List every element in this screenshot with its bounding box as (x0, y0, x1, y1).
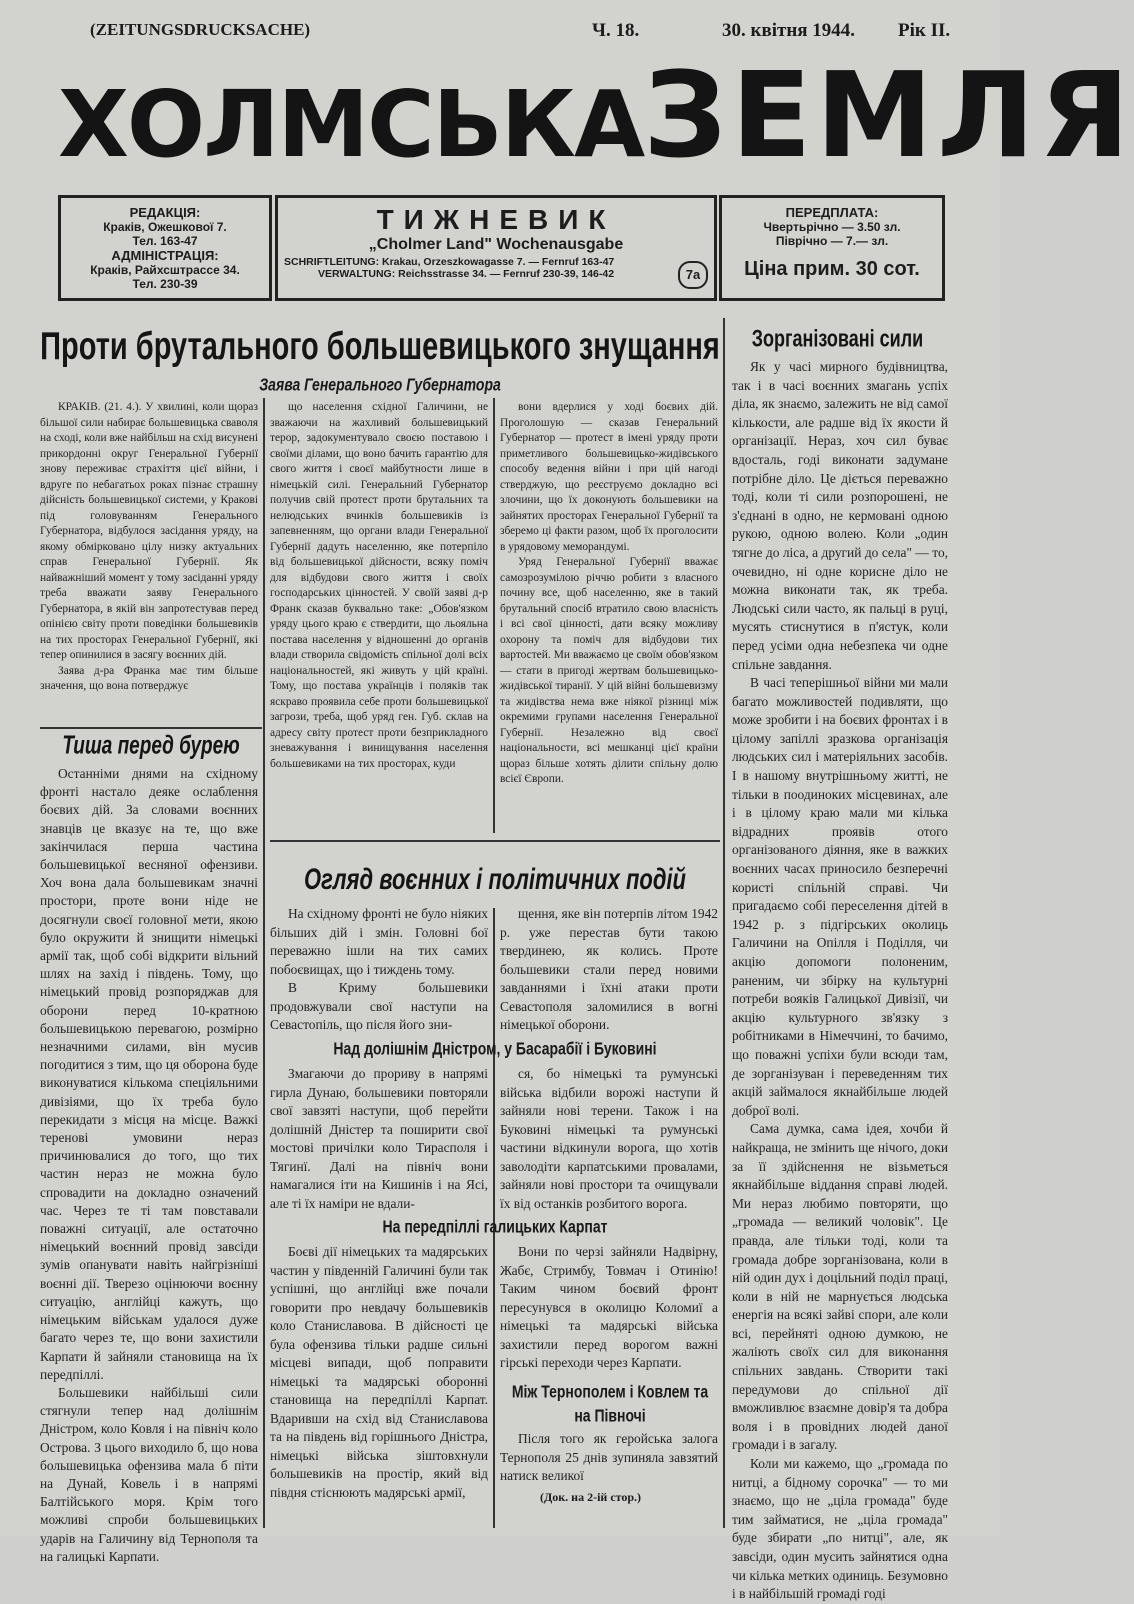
column-rule-left (263, 398, 265, 1528)
review-paragraph: Змагаючи до прориву в напрямі гирла Дунаю, большевики повторяли свої завзяті наступи, щоб перейти долішній Дністер та поширити свої мостові причілки коло Тирасполя і Тягинї. Далі на північ вони намагалися іти на Кишинів і на Ясі, але ті їх наміри не вдали- (270, 1066, 488, 1211)
main-article-column-1 (40, 400, 258, 722)
review-sub2: На передпіллі галицьких Карпат (382, 1216, 608, 1236)
admin-label: АДМІНІСТРАЦІЯ: (111, 248, 219, 263)
right-paragraph: В часі теперішньої війни ми мали багато можливостей подивляти, що може зробити і на боєвих фронтах і в цілому запіллі зразкова організація людських сил і матеріяльних засобів. І в нашому внутрішньому житті, не тільки в поодиноких місцевинах, але і в цілому краю мали ми кілька відрадних проявів отого організованого діяння, яке в важких воєнних часах приносило безперечні користі спільній справі. Чи пригадаємо собі переселення дітей в 1942 р. з підгірських околиць Галичини на Опілля і Поділля, чи акцію допомоги полоненим, раненим, чи збірку на культурні потреби вояків Галицької Дивізії, чи акцію культурного зв'язку з робітниками в Німеччині, то бачимо, що поважні успіхи були всюди там, де зорганізуван і переведенням тих акцій займалося якнайбільше людей доброї волі. (732, 675, 948, 1118)
half-year-price: Піврічно — 7.— зл. (775, 234, 889, 248)
left-paragraph: Останніми днями на східному фронті настало деяке ослаблення боєвих дій. За словами воєнних знавців це вказує на те, що вже закінчилася перша частина большевицької весняної офензиви. Хоч вона дала большевикам значні простори, проте вони ніде не досягнули своєї головної мети, якою було окружити й знищити німецькі армії так, щоб собі відкрити вільний шлях на захід і південь. Тому, що німецький провід розпоряджав для оборони перед 10-кратною большевицькою перевагою, розмірно незначними силами, він мусив погодитися з тим, що ця оборона буде виконуватися кількома спеціяльними дивізіями, що їх треба було перекидати з місця на місце. Важкі теренові умовини нераз причинювалися до того, що тих частин нераз не можна було спровадити на докладно означений час. Через те ті там повставали поважні ситуації, але остаточно німецький воєнний провід завсіди зумів опанувати навіть найгрізніші воєнні дії. Тверезо оцінюючи воєнну ситуацію, англійці кажуть, що німецьким військам удалося дуже багато через те, що вони захистили Карпати й зайняли становища на їх передпіллі. (40, 766, 258, 1382)
review-sub2-right (500, 1243, 718, 1368)
editorial-box (58, 195, 272, 301)
review-top-rule (270, 840, 720, 842)
redakcia-phone: Тел. 163-47 (132, 234, 198, 248)
german-title: „Cholmer Land" Wochenausgabe (368, 236, 624, 253)
review-lead-left (270, 905, 488, 1032)
review-sub1-right (500, 1065, 718, 1213)
main-headline: Проти брутального большевицького знущання (40, 325, 720, 369)
right-article-body (732, 358, 948, 1602)
review-paragraph: ся, бо німецькі та румунські війська відбили ворожі наступи й зайняли нові терени. Також і на Буковині німецькі та румунські частини відкинули ворога, що хотів заволодіти карпатськими провалами, зайняли нові простори та очищували їх від останків розбитого ворога. (500, 1066, 718, 1211)
main-paragraph: вони вдерлися у ході боєвих дій. Проголошую — сказав Генеральний Губернатор — протест в імені уряду проти приметливого большевицько-жидівського способу ведення війни і при цій нагоді стверджую, що реєструємо докладно всі злочини, що їх доконують большевики на зайнятих просторах Генеральної Губернії та зберемо ці факти разом, щоб їх проголосити в урядовому меморандумі. (500, 401, 718, 553)
review-sub1: Над долішнім Дністром, у Басарабії і Буковині (333, 1038, 657, 1058)
redakcia-address: Краків, Ожешкової 7. (103, 220, 227, 234)
review-paragraph: Вони по черзі зайняли Надвірну, Жабє, Стримбу, Товмач і Отинію! Таким чином боєвий фронт пересунувся в околицю Коломиї а німецькі та мадярські війська захистили перед ворогом важні гірські переходи через Карпати. (500, 1244, 718, 1370)
review-sub2-left (270, 1243, 488, 1525)
review-sub3: Між Тернополем і Ковлем та на Півночі (511, 1381, 709, 1425)
review-title: Огляд воєнних і політичних подій (304, 862, 686, 896)
review-sub1-left (270, 1065, 488, 1213)
right-paragraph: Як у часі мирного будівництва, так і в часі воєнних змагань успіх діла, як знаємо, залежить не від самої кількости, але радше від їх якости й організації. Нераз, хоч сил буває вдосталь, годі виконати задумане потрібне діло. Це діється переважно тоді, коли ті сили розпорошені, не з'єднані в одно, не кермовані одною рукою, одною волею. Коли „один тягне до ліса, а другий до села" — то, очевидно, ні одне корисне діло не можна виконати так, як треба. Людські сили часто, як пальці в руці, мусять стиснутися в п'ястук, коли перед усіми одна небезпека чи одне спільне завдання. (732, 359, 948, 672)
review-paragraph: В Криму большевики продовжували свої наступи на Севастопіль, що після його зни- (270, 980, 488, 1032)
main-article-column-3 (500, 400, 718, 830)
subscription-label: ПЕРЕДПЛАТА: (785, 205, 879, 220)
column-rule-center (493, 398, 495, 833)
continued-note: (Док. на 2-ій стор.) (540, 1490, 642, 1504)
copy-price: Ціна прим. 30 сот. (744, 258, 920, 280)
main-article-column-2 (270, 400, 488, 830)
column-rule-right (723, 318, 725, 1528)
postal-stamp: 7a (678, 261, 708, 289)
main-subheadline: Заява Генерального Губернатора (259, 374, 501, 394)
review-paragraph: Після того як геройська залога Тернополя 25 днів зупиняла завзятий натиск великої (500, 1431, 718, 1483)
review-paragraph: щення, яке він потерпів літом 1942 р. уже перестав бути такою твердинею, як колись. Проте большевики стали перед новими завданнями і їхні атаки проти Севастополя заломилися в вогні німецької оборони. (500, 906, 718, 1032)
right-paragraph: Коли ми кажемо, що „громада по нитці, а бідному сорочка" — то ми знаємо, що не „ціла громада" буде тим займатися, не „ціла громада" буде збирати „по нитці", але, як завсіди, один мусить зайнятися одна чи кілька метких одиниць. Безумовно і в найбільшій громаді годі (732, 1456, 948, 1602)
review-paragraph: На східному фронті не було ніяких більших дій і змін. Головні бої переважно ішли на тих самих побоєвищах, що і тиждень тому. (270, 906, 488, 977)
verwaltung-line: VERWALTUNG: Reichsstrasse 34. — Fernruf 230-39, 146-42 (318, 268, 615, 280)
issue-number: Ч. 18. (592, 20, 640, 41)
review-sub3-text (500, 1430, 718, 1486)
masthead-part-2: ЗЕМЛЯ (643, 46, 1134, 184)
left-article-title: Тиша перед бурею (62, 732, 240, 761)
right-paragraph: Сама думка, сама ідея, хочби й найкраща, не змінить ще нічого, доки за її здійснення не візьметься якнайбільше віддання справі людей. Ми нераз любимо повторяти, що „громада — великий чоловік". Це правда, але тільки тоді, коли та громада добре зорганізована, коли в ній один дух і доцільний поділ праці, коли в ній не марнується людська енергія на всякі зайві спори, але коли всі, перейняті одною думкою, не жаліють своїх сил для виконання спільних завдань. Створити такі передумови до спільної дії вможливлює взаємне довір'я та добра воля і в провідних людей даної громади і в загалу. (732, 1121, 948, 1453)
quarterly-price: Чвертьрічно — 3.50 зл. (763, 220, 901, 234)
masthead-part-1: ХОЛМСЬКА (58, 71, 644, 178)
left-article-rule (40, 727, 262, 729)
main-paragraph: Уряд Генеральної Губернії вважає самозрозумілою річчю робити з власного почину все, щоб населенню, яке в такий брутальний спосіб втратило свою власність і всі свої цінності, дати всяку можливу охорону та поміч для відбудови тих вартостей. Ми вважаємо це своїм обов'язком — стати в пригоді жертвам большевицько-жидівської тиранії. У цій війні большевизму та жидівства нема вже ніякої різниці між окремими групами населення Генеральної Губернії. Незалежно від своєї національности, всі мешканці цієї країни щораз більше хотять ділити спільну долю всієї Європи. (500, 556, 718, 785)
main-paragraph: що населення східної Галичини, не зважаючи на жахливий большевицький терор, задокументувало своєю поставою і своїми ділами, що воно бачить гарантію для свого життя і своєї майбутности лише в німецькій силі. Генеральний Губернатор получив свій протест проти брутальних та нелюдських вчинків большевиків із запевненням, що органи влади Генеральної Губернії дадуть населенню, яке потерпіло від большевицької дійсности, всяку поміч для відбудови свого життя і своїх господарських цінностей. У своїй заяві д-р Франк сказав буквально таке: „Обов'язком уряду цього краю є ствердити, що льояльна постава населення у відношенні до органів влади створила свідомість спільної долі всіх національностей, які живуть у цій країні. Тому, що постава українців і поляків так яскраво проявила себе проти большевицької загрози, треба, щоб уряд ген. Губ. склав на адресу світу протест проти безприкладного зневажування і винищування населення большевиками на тих просторах, куди (270, 401, 488, 770)
year-number: Рік II. (898, 20, 951, 41)
masthead-title (58, 46, 1134, 184)
schriftleitung-line: SCHRIFTLEITUNG: Krakau, Orzeszkowagasse 7. — Fernruf 163-47 (284, 256, 615, 268)
main-paragraph: Заява д-ра Франка має тим більше значення, що вона потверджує (40, 664, 258, 692)
main-paragraph: КРАКІВ. (21. 4.). У хвилині, коли щораз більшої сили набирає большевицька сваволя на сході, коли вже найбільш на схід висунені прикордонні округ Генеральної Губернії знову переживає страхіття цієї війни, і вдруге по небагатьох роках пізнає страшну дійсність большевицької системи, у Кракові під головуванням Генерального Губернатора, відбулося засідання уряду, на якому обмірковано цілу низку актуальних справ Генеральної Губернії. Як найважніший момент у тому засіданні уряду треба вважати заяву Генерального Губернатора, в якій він запротестував перед опінією світу проти поведінки большевиків на тих просторах Генеральної Губернії, які тепер опинилися в засягу воєнних дій. (40, 401, 258, 661)
redakcia-label: РЕДАКЦІЯ: (129, 205, 201, 220)
admin-address: Краків, Райхсштрассе 34. (90, 263, 240, 277)
issue-date: 30. квітня 1944. (722, 20, 856, 41)
weekly-box (275, 195, 717, 301)
weekly-label: ТИЖНЕВИК (376, 204, 616, 235)
review-lead-right (500, 905, 718, 1032)
admin-phone: Тел. 230-39 (132, 277, 198, 291)
subscription-box (719, 195, 945, 301)
zeitungsdrucksache-label: (ZEITUNGSDRUCKSACHE) (90, 20, 311, 39)
left-article-body (40, 765, 258, 1564)
right-article-title: Зорганізовані сили (751, 325, 924, 352)
review-paragraph: Боєві дії німецьких та мадярських частин у південній Галичині були так успішні, що англійці вже почали говорити про невдачу большевиків коло Станиславова. В дійсності це була офензива тільки радше сильні місцеві випади, щоб поправити німецькі та мадярські оборонні становища на передпіллі Карпат. Вдаривши на схід від Станиславова та на південь від горішнього Дністра, німецькі війська зіштовхнули большевиків на простір, який від півдня стіснюють мадярські армії, (270, 1244, 488, 1500)
left-paragraph: Большевики найбільші сили стягнули тепер над долішнім Дністром, коло Ковля і на північ коло Острова. З цього виходило б, що нова большевицька офензива мала б піти на Дунай, Ковель і в напрямі Балтійського моря. Крім того можливі спроби большевицьких ударів на Галичину від Тернополя та на галицькі Карпати. (40, 1384, 258, 1564)
